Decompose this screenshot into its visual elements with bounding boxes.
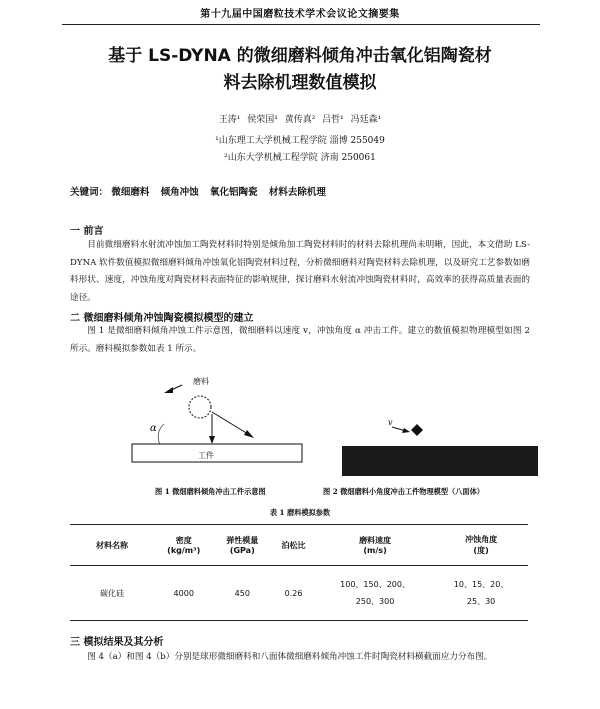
incoming-arrowhead [209, 436, 215, 444]
header-text: 泊松比 [281, 540, 306, 550]
running-header: 第十九届中国磨粒技术学术会议论文摘要集 [200, 9, 400, 20]
cell-text: 0.26 [284, 588, 303, 598]
table-cell [70, 566, 154, 621]
angle-arc [158, 424, 164, 445]
table-header-cell [316, 525, 434, 566]
header-text: 磨料速度 [359, 536, 392, 545]
section-heading-results: 三 模拟结果及其分析 [70, 637, 164, 648]
header-text: 材料名称 [96, 540, 128, 550]
workpiece-label: 工件 [198, 451, 214, 460]
section-body-results: 图 4（a）和图 4（b）分别是球形微细磨料和八面体微细磨料倾角冲蚀工件时陶瓷材料横截面应力分布图。 [87, 652, 493, 662]
figure-1-caption: 图 1 微细磨料倾角冲击工件示意图 [155, 487, 266, 496]
section-heading-intro: 一 前言 [70, 226, 104, 237]
abrasive-particle-circle [189, 396, 211, 418]
impact-arrowhead [244, 430, 254, 438]
cell-text: 450 [234, 588, 250, 598]
table-cell [213, 566, 271, 621]
cell-text: 25、30 [466, 597, 496, 606]
title-line-2: 料去除机理数值模拟 [223, 73, 377, 93]
table-cell [316, 566, 434, 621]
cell-text: 100、150、200、 [340, 580, 410, 589]
table-1-caption: 表 1 磨料模拟参数 [269, 508, 331, 517]
figure-1-diagram [120, 372, 320, 472]
paper-title [40, 43, 560, 97]
cell-text: 10、15、20、 [453, 580, 509, 589]
header-rule [62, 24, 540, 25]
workpiece-model-block [342, 446, 538, 476]
figure-2-diagram [340, 415, 540, 477]
table-header-cell [271, 525, 316, 566]
angle-label: α [150, 423, 157, 434]
keyword-item: 氧化铝陶瓷 [209, 187, 258, 198]
title-line-1: 基于 LS-DYNA 的微细磨料倾角冲击氧化铝陶瓷材 [108, 46, 492, 66]
section-body-intro: 目前微细磨料水射流冲蚀加工陶瓷材料时特别是倾角加工陶瓷材料时的材料去除机理尚未明晰，因此，本文借助 LS-DYNA 软件数值模拟微细磨料倾角冲蚀氧化铝陶瓷材料过程，分析微细磨料对陶瓷材料去除机理，以及研究工艺参数如磨料形状、速度，冲蚀角度对陶瓷材料表面特征的影响规律，探讨磨料水射流冲蚀陶瓷材料时，高效率的获得高质量表面的途径。 [70, 240, 530, 303]
affiliation-1: ¹山东理工大学机械工程学院 淄博 255049 [215, 136, 385, 146]
affiliation-2: ²山东大学机械工程学院 济南 250061 [224, 153, 376, 163]
header-unit: (m/s) [363, 546, 387, 555]
table-cell [154, 566, 213, 621]
header-unit: (度) [473, 546, 489, 555]
cell-text: 250、300 [355, 597, 395, 606]
table-header-cell [213, 525, 271, 566]
table-header-cell [70, 525, 154, 566]
table-cell [434, 566, 528, 621]
section-body-model: 图 1 是微细磨料倾角冲蚀工件示意图，微细磨料以速度 v，冲蚀角度 α 冲击工件。建立的数值模拟物理模型如图 2 所示。磨料模拟参数如表 1 所示。 [70, 326, 530, 354]
table-header-cell [154, 525, 213, 566]
header-unit: (GPa) [229, 546, 255, 555]
header-text: 密度 [175, 536, 192, 545]
header-text: 弹性模量 [226, 536, 259, 545]
velocity-label: v [388, 418, 393, 427]
keyword-item: 倾角冲蚀 [160, 187, 199, 198]
keywords-label: 关键词： [70, 187, 109, 198]
section-heading-model: 二 微细磨料倾角冲蚀陶瓷模拟模型的建立 [70, 313, 254, 324]
impact-direction-line [212, 412, 248, 434]
velocity-arrowhead [402, 428, 410, 433]
table-cell [271, 566, 316, 621]
table-row [70, 566, 528, 621]
keyword-item: 材料去除机理 [268, 187, 326, 198]
keyword-item: 微细磨料 [111, 187, 150, 198]
keywords [70, 184, 334, 198]
cell-text: 碳化硅 [100, 588, 124, 598]
table-header-cell [434, 525, 528, 566]
header-text: 冲蚀角度 [465, 535, 498, 544]
abrasive-label: 磨料 [193, 377, 209, 386]
table-header-row [70, 525, 528, 566]
figure-2-caption: 图 2 微细磨料小角度冲击工件物理模型（八面体） [323, 487, 484, 496]
abrasive-pointer-arrowhead [164, 387, 173, 393]
authors: 王涛¹ 侯荣国¹ 黄传真² 吕哲¹ 冯廷森¹ [218, 115, 382, 125]
parameter-table [70, 524, 528, 621]
cell-text: 4000 [173, 588, 194, 598]
octahedron-abrasive [411, 424, 423, 436]
workpiece-block [132, 444, 302, 462]
header-unit: (kg/m³) [167, 546, 201, 555]
